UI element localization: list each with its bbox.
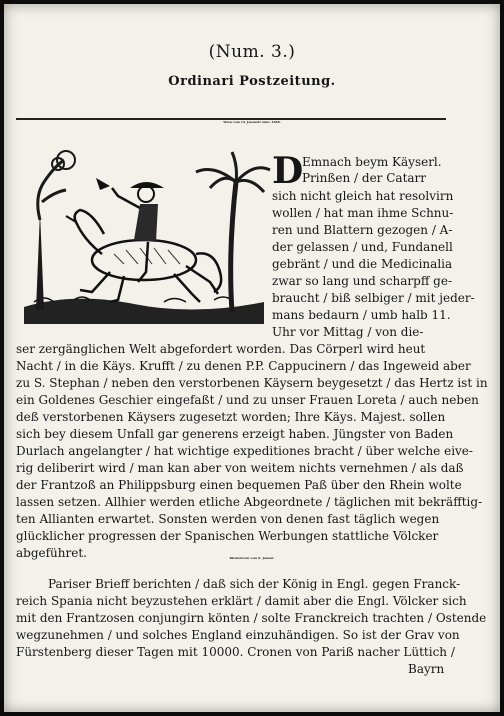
dateline: Wien vom 14. Januarii Anno 1668. xyxy=(223,120,281,124)
article-line: Emnach beym Käyserl. xyxy=(302,155,442,169)
article-line: Nacht / in die Käys. Krufft / zu denen P.P. Cappucinern / das Ingeweid aber xyxy=(16,359,471,373)
article-line: mit den Frantzosen conjungirn könten / solte Franckreich trachten / Ostende xyxy=(16,611,487,625)
article-line: der gelassen / und, Fundanell xyxy=(272,240,453,254)
article-line: ser zergänglichen Welt abgefordert worden. Das Cörperl wird heut xyxy=(16,342,426,356)
article-line: ren und Blattern gezogen / A- xyxy=(272,223,453,237)
article-line: lassen setzen. Allhier werden etliche Abgeordnete / täglichen mit bekräfftig- xyxy=(16,495,483,509)
drop-cap: D xyxy=(272,150,304,192)
section-heading: Rheinstrom vom 8. Januar. xyxy=(229,556,275,560)
article-line: gebränt / und die Medicinalia xyxy=(272,257,453,271)
article-line: Durlach angelangter / hat wichtige expeditiones bracht / über welche eive- xyxy=(16,444,473,458)
article-line: Uhr vor Mittag / von die- xyxy=(272,325,424,339)
article-line: zu S. Stephan / neben den verstorbenen Käysern beygesetzt / das Hertz ist in xyxy=(16,376,488,390)
catchword: Bayrn xyxy=(408,662,445,676)
article-line: mans bedaurn / umb halb 11. xyxy=(272,308,451,322)
article-line: Prinßen / der Catarr xyxy=(302,171,427,185)
article-line: abgeführet. xyxy=(16,546,87,560)
newspaper-title: Ordinari Postzeitung. xyxy=(168,74,336,89)
article-line: wollen / hat man ihme Schnu- xyxy=(272,206,454,220)
article-line: braucht / biß selbiger / mit jeder- xyxy=(272,291,475,305)
issue-number: (Num. 3.) xyxy=(208,42,296,62)
article-line: sich nicht gleich hat resolvirn xyxy=(272,189,454,203)
article-line: ein Goldenes Geschier eingefaßt / und zu unser Frauen Loreta / auch neben xyxy=(16,393,479,407)
article-line: Fürstenberg dieser Tagen mit 10000. Cronen von Pariß nacher Lüttich / xyxy=(16,645,455,659)
article-line: ten Allianten erwartet. Sonsten werden von denen fast täglich wegen xyxy=(16,512,440,526)
article-line: Pariser Brieff berichten / daß sich der König in Engl. gegen Franck- xyxy=(48,577,461,591)
article-line: reich Spania nicht beyzustehen erklärt / damit aber die Engl. Völcker sich xyxy=(16,594,467,608)
article-line: sich bey diesem Unfall gar generens erzeigt haben. Jüngster von Baden xyxy=(16,427,454,441)
newspaper-page xyxy=(4,4,500,712)
article-line: deß verstorbenen Käysers zugesetzt worden; Ihre Käys. Majest. sollen xyxy=(16,410,446,424)
article-line: zwar so lang und scharpff ge- xyxy=(272,274,453,288)
article-line: rig deliberirt wird / man kan aber von weitem nichts vernehmen / als daß xyxy=(16,461,464,475)
article-line: wegzunehmen / und solches England einzuhändigen. So ist der Grav von xyxy=(16,628,460,642)
postrider-woodcut-illustration xyxy=(14,142,272,324)
article-line: der Frantzoß an Philippsburg einen bequemen Paß über den Rhein wolte xyxy=(16,478,462,492)
article-line: glücklicher progressen der Spanischen Werbungen stattliche Völcker xyxy=(16,529,439,543)
